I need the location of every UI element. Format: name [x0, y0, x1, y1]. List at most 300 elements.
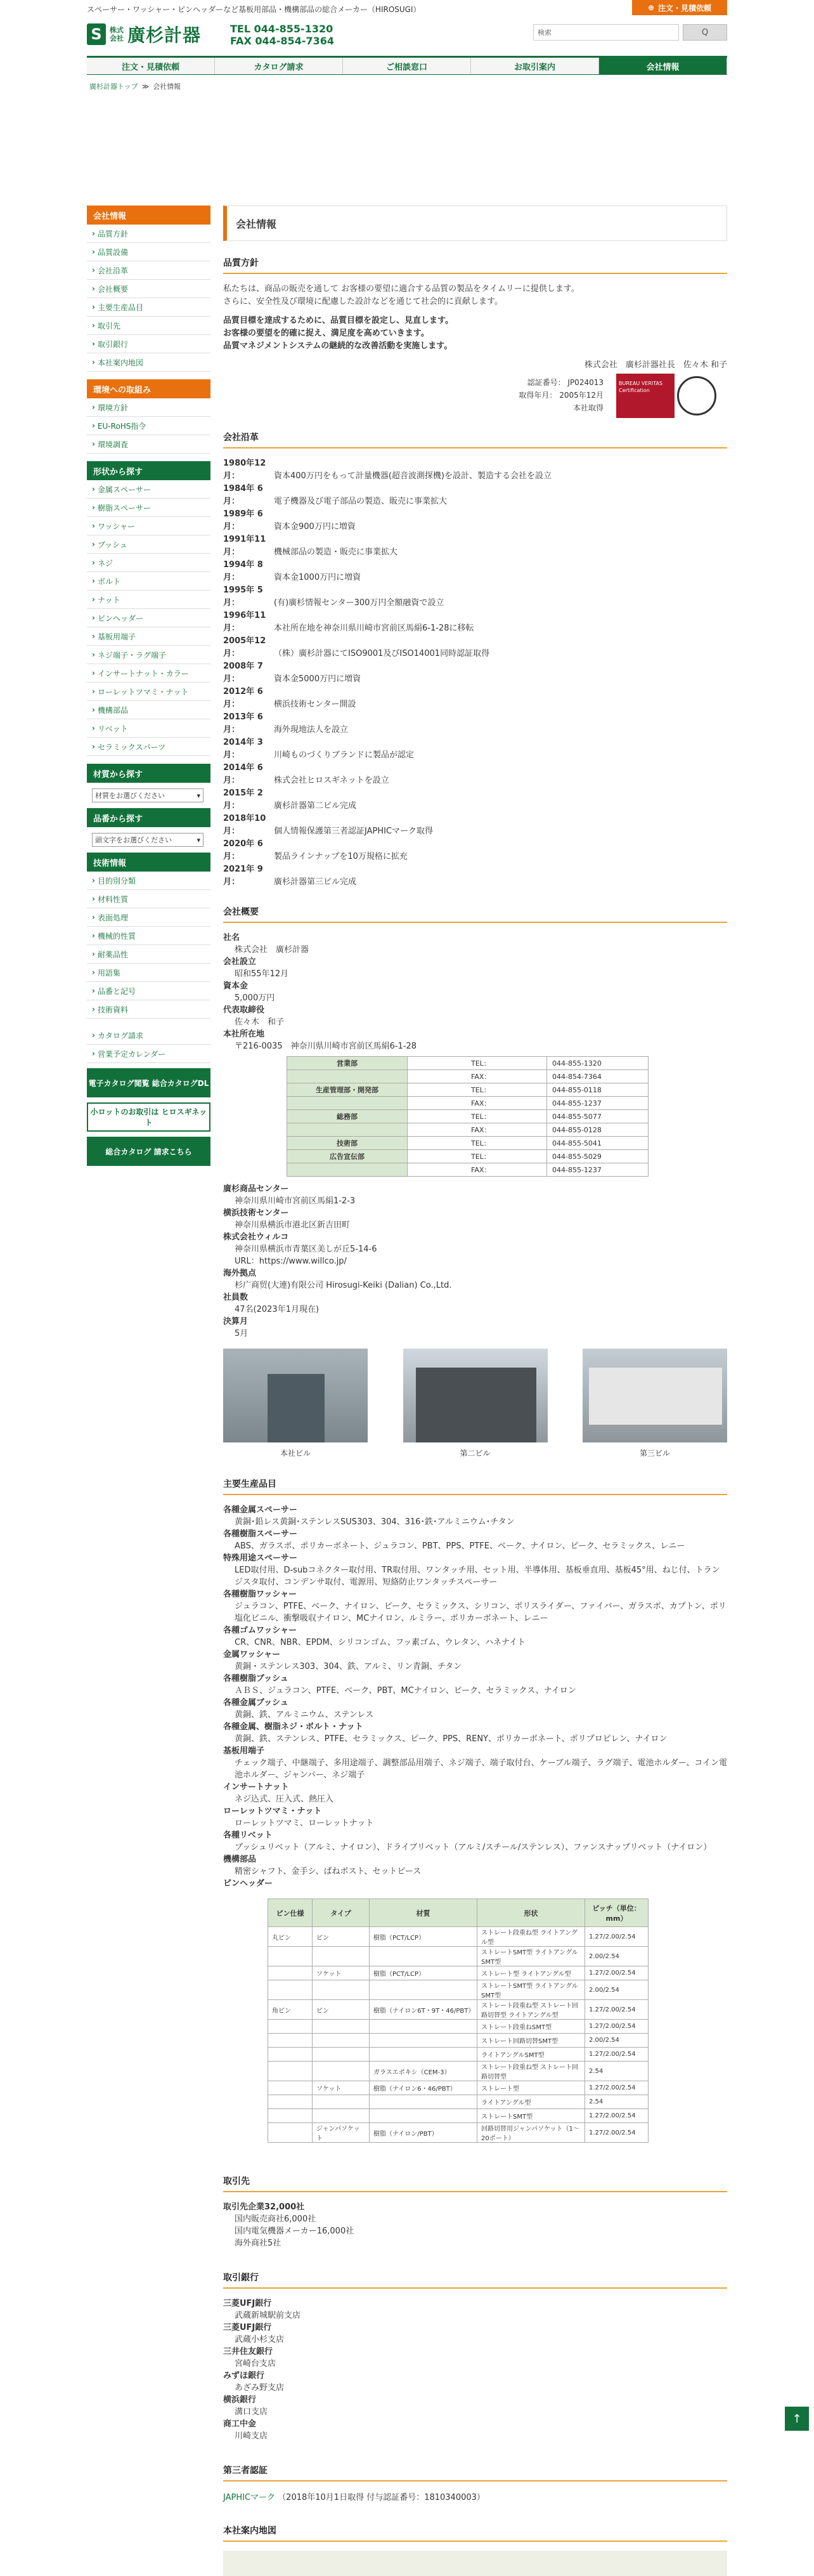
sidebar-item[interactable]: › 品番と記号	[87, 982, 210, 1000]
cert-date: 2005年12月	[559, 391, 604, 400]
history-year: 1989年 6月：	[223, 509, 263, 532]
side-head-number: 品番から探す	[87, 808, 210, 827]
photo-caption-third: 第三ビル	[639, 1449, 670, 1458]
pin-table-cell: ストレートSMT型 ライトアングルSMT型	[477, 1947, 585, 1966]
side-head-shape: 形状から探す	[87, 461, 210, 480]
bv-seal-icon	[677, 376, 716, 415]
dl-value: 武蔵新城駅前支店	[235, 2311, 301, 2320]
header-contact	[230, 23, 334, 47]
sidebar-item[interactable]: › 目的別分類	[87, 872, 210, 890]
pin-table-cell: ピン	[313, 2000, 370, 2020]
sidebar-item[interactable]: › 機械的性質	[87, 927, 210, 945]
cert-date-label: 取得年月：	[519, 391, 557, 400]
sidebar-item[interactable]: › 環境調査	[87, 435, 210, 454]
clients-item: 国内電気機器メーカー16,000社	[235, 2226, 354, 2236]
history-text: 川崎ものづくりブランドに製品が認定	[274, 750, 415, 760]
tel-cell: 044-855-0118	[547, 1083, 649, 1097]
dl-value: 黄銅、鉄、アルミニウム、ステンレス	[235, 1710, 374, 1720]
banks-heading: 取引銀行	[223, 2265, 727, 2289]
sidebar-item[interactable]: › ワッシャー	[87, 517, 210, 535]
tel-cell: 044-855-5077	[547, 1110, 649, 1123]
tel-cell: 044-854-7364	[547, 1070, 649, 1083]
banner-catalog-request[interactable]: 総合カタログ 請求こちら	[87, 1137, 210, 1166]
sidebar-item[interactable]: › 会社沿革	[87, 261, 210, 280]
history-text: 資本金900万円に増資	[274, 522, 356, 532]
history-text: (有)廣杉情報センター300万円全額融資で設立	[274, 598, 444, 608]
history-row	[223, 533, 727, 559]
history-row	[223, 838, 727, 863]
company-logo[interactable]	[87, 22, 201, 47]
pin-table-cell: ストレート回路切替SMT型	[477, 2034, 585, 2048]
pin-table-cell	[313, 2062, 370, 2081]
nav-company[interactable]: 会社情報	[599, 58, 727, 74]
dl-value: ＡＢＳ、ジュラコン、PTFE、ベーク、PBT、MCナイロン、ピーク、セラミックス、ナイロン	[235, 1686, 576, 1696]
dl-term: 機構部品	[223, 1855, 257, 1864]
banner-ecatalog[interactable]: 電子カタログ閲覧 総合カタログDL	[87, 1068, 210, 1097]
history-text: 資本400万円をもって計量機器(超音波測探機)を設計、製造する会社を設立	[274, 471, 552, 481]
sidebar-item[interactable]: › 会社概要	[87, 280, 210, 298]
page-top-button[interactable]: ↑	[785, 2407, 809, 2431]
dl-term: みずほ銀行	[223, 2371, 265, 2381]
header-fax: FAX 044-854-7364	[230, 35, 334, 47]
sidebar-item[interactable]: › 品質設備	[87, 243, 210, 261]
dl-term: 会社設立	[223, 957, 257, 967]
pin-table-cell: ストレート段重ね型 ストレート回路切替型	[477, 2062, 585, 2081]
pin-table-cell: ソケット	[313, 2081, 370, 2095]
history-text: 廣杉計器第三ビル完成	[274, 877, 357, 887]
sidebar-item[interactable]: › 耐薬品性	[87, 945, 210, 964]
pin-table-cell	[370, 1947, 477, 1966]
dl-value: ローレットツマミ、ローレットナット	[235, 1819, 374, 1828]
tagline: スペーサー・ワッシャー・ピンヘッダーなど基板用部品・機構部品の総合メーカー（HIROSUGI）	[87, 5, 421, 14]
sidebar-item[interactable]: › ボルト	[87, 572, 210, 591]
cert-note: 本社取得	[572, 403, 604, 412]
tel-row	[287, 1083, 649, 1097]
pin-table-cell: 1.27/2.00/2.54	[585, 2048, 649, 2062]
clients-heading: 取引先	[223, 2168, 727, 2192]
sidebar-item[interactable]: › 本社案内地図	[87, 353, 210, 372]
pin-table-cell: ストレートSMT型 ライトアングルSMT型	[477, 1980, 585, 2000]
dl-term: 特殊用途スペーサー	[223, 1553, 298, 1563]
pin-table-cell	[370, 2109, 477, 2123]
dl-value: 黄銅、鉄、ステンレス、PTFE、セラミックス、ピーク、PPS、RENY、ポリカーボネート、ポリプロピレン、ナイロン	[235, 1734, 668, 1744]
pin-table-cell: ストレート段重ねSMT型	[477, 2020, 585, 2034]
pin-table-cell: ピン	[313, 1927, 370, 1947]
dl-term: ローレットツマミ・ナット	[223, 1807, 322, 1816]
dl-value: 神奈川県横浜市港北区新吉田町	[235, 1220, 351, 1230]
pin-table-cell	[313, 1980, 370, 2000]
pin-table-cell: ライトアングルSMT型	[477, 2048, 585, 2062]
quality-b3: 品質マネジメントシステムの継続的な改善活動を実施します。	[223, 341, 453, 351]
breadcrumb-current: 会社情報	[153, 82, 181, 91]
side-head-env: 環境への取組み	[87, 379, 210, 398]
tel-cell: FAX：	[408, 1123, 547, 1137]
dl-value: ネジ込式、圧入式、熱圧入	[235, 1795, 334, 1804]
tel-cell: 広告宣伝部	[287, 1150, 408, 1163]
pin-table-cell	[313, 2095, 370, 2109]
nav-consult[interactable]: ご相談窓口	[343, 58, 471, 74]
sidebar-item[interactable]: › ネジ端子・ラグ端子	[87, 646, 210, 664]
sidebar-item[interactable]: › ローレットツマミ・ナット	[87, 683, 210, 701]
history-text: （株）廣杉計器にてISO9001及びISO14001同時認証取得	[274, 649, 490, 658]
pin-table-cell: ストレート型 ライトアングル型	[477, 1966, 585, 1980]
quality-text	[223, 283, 727, 353]
dl-value: 宮崎台支店	[235, 2359, 276, 2369]
cert-no-label: 認証番号：	[527, 378, 565, 387]
tel-row	[287, 1110, 649, 1123]
products-list	[223, 1504, 727, 1878]
bv-text: BUREAU VERITAS Certification	[616, 374, 675, 418]
banner-hirosugi-net[interactable]: 小ロットのお取引は ヒロスギネット	[87, 1102, 210, 1132]
dl-value: 黄銅・ステンレス303、304、鉄、アルミ、リン青銅、チタン	[235, 1662, 462, 1671]
photo-second	[403, 1349, 548, 1458]
tel-cell: 044-855-1320	[547, 1057, 649, 1070]
dl-value: 武蔵小杉支店	[235, 2335, 285, 2344]
dl-term: 本社所在地	[223, 1030, 265, 1039]
history-text: 横浜技術センター開設	[274, 700, 356, 709]
tel-cell: FAX：	[408, 1097, 547, 1110]
history-year: 1984年 6月：	[223, 484, 263, 506]
pin-table-cell: 2.00/2.54	[585, 1980, 649, 2000]
history-year: 1996年11月：	[223, 611, 266, 633]
tel-cell	[287, 1123, 408, 1137]
main-content	[223, 206, 727, 2576]
pin-table-cell	[268, 2020, 313, 2034]
dl-term: 各種金属スペーサー	[223, 1505, 298, 1515]
history-heading: 会社沿革	[223, 424, 727, 448]
tel-cell: 044-855-1237	[547, 1163, 649, 1177]
dl-term: 基板用端子	[223, 1746, 265, 1756]
pin-table-cell: ストレート段重ね型 ライトアングル型	[477, 1927, 585, 1947]
quality-b1: 品質目標を達成するために、品質目標を設定し、見直します。	[223, 316, 453, 325]
dl-value: 昭和55年12月	[235, 969, 289, 979]
sidebar-item[interactable]: › 主要生産品目	[87, 298, 210, 317]
overview-list	[223, 932, 727, 1052]
pin-table-header: ピッチ（単位：mm）	[585, 1899, 649, 1927]
global-nav	[87, 56, 727, 75]
pin-header-title: ピンヘッダー	[223, 1879, 273, 1888]
tel-cell: TEL：	[408, 1057, 547, 1070]
sidebar-item[interactable]: › カタログ請求	[87, 1026, 210, 1045]
tel-cell: 営業部	[287, 1057, 408, 1070]
chevron-down-icon: ▾	[197, 835, 200, 844]
tel-row	[287, 1070, 649, 1083]
pin-table-cell: 2.54	[585, 2095, 649, 2109]
history-row	[223, 660, 727, 686]
dl-term: 廣杉商品センター	[223, 1184, 289, 1194]
site-search	[533, 24, 727, 41]
history-year: 2018年10月：	[223, 814, 266, 836]
pin-table-cell	[313, 1947, 370, 1966]
tel-cell	[287, 1097, 408, 1110]
dl-value: 神奈川県横浜市青葉区美しが丘5-14-6	[235, 1245, 377, 1254]
sidebar-item[interactable]: › 環境方針	[87, 398, 210, 417]
dl-term: 資本金	[223, 981, 249, 991]
history-text: 資本金5000万円に増資	[274, 674, 361, 684]
sidebar-item[interactable]: › 用語集	[87, 964, 210, 982]
header-tel: TEL 044-855-1320	[230, 23, 333, 35]
pin-table-cell: ジャンパソケット	[313, 2123, 370, 2143]
dl-value: 5,000万円	[235, 993, 275, 1003]
dl-value: 5月	[235, 1329, 249, 1338]
sidebar-item[interactable]: › 表面処理	[87, 908, 210, 927]
history-row	[223, 559, 727, 584]
tel-row	[287, 1057, 649, 1070]
history-text: 個人情報保護第三者認証JAPHICマーク取得	[274, 827, 434, 836]
pin-table-cell: 1.27/2.00/2.54	[585, 2000, 649, 2020]
history-row	[223, 736, 727, 762]
third-party-heading: 第三者認証	[223, 2457, 727, 2481]
sidebar-item[interactable]: › インサートナット・カラー	[87, 664, 210, 683]
sidebar-item[interactable]: › ブッシュ	[87, 535, 210, 554]
history-row	[223, 635, 727, 660]
sidebar-item[interactable]: › 基板用端子	[87, 627, 210, 646]
dl-term: 各種金属、樹脂ネジ・ボルト・ナット	[223, 1722, 363, 1732]
history-row	[223, 508, 727, 533]
dl-value: 神奈川県川崎市宮前区馬絹1-2-3	[235, 1196, 356, 1206]
history-row	[223, 686, 727, 711]
photo-main	[223, 1349, 368, 1458]
history-text: 海外現地法人を設立	[274, 725, 349, 735]
pin-table-cell	[268, 2095, 313, 2109]
overview-heading: 会社概要	[223, 899, 727, 923]
history-text: 本社所在地を神奈川県川崎市宮前区馬絹6-1-28に移転	[274, 624, 474, 633]
tel-cell: TEL：	[408, 1110, 547, 1123]
dl-term: 株式会社ウィルコ	[223, 1232, 289, 1242]
dl-term: 金属ワッシャー	[223, 1650, 281, 1659]
order-link-button[interactable]: ⊕ 注文・見積依頼	[632, 0, 727, 15]
pin-table-cell: 1.27/2.00/2.54	[585, 2020, 649, 2034]
dl-term: 各種樹脂ワッシャー	[223, 1590, 297, 1599]
quality-p1: 私たちは、商品の販売を通して お客様の要望に適合する品質の製品をタイムリーに提供します。	[223, 284, 579, 294]
breadcrumb-home[interactable]: 廣杉計器トップ	[89, 82, 138, 91]
dl-value: 47名(2023年1月現在)	[235, 1305, 320, 1314]
history-year: 2020年 6月：	[223, 839, 263, 861]
map-heading: 本社案内地図	[223, 2518, 727, 2542]
pin-table-header: タイプ	[313, 1899, 370, 1927]
pin-table-cell	[268, 1966, 313, 1980]
pin-table-cell: 角ピン	[268, 2000, 313, 2020]
tel-cell	[287, 1163, 408, 1177]
banks-list	[223, 2298, 727, 2442]
breadcrumb-sep: ≫	[141, 82, 150, 91]
tel-cell: 044-855-5029	[547, 1150, 649, 1163]
material-select[interactable]	[92, 788, 204, 802]
pin-table-cell	[313, 2048, 370, 2062]
dl-term: 横浜技術センター	[223, 1208, 289, 1218]
nav-trade[interactable]: お取引案内	[471, 58, 599, 74]
pin-table-cell: 1.27/2.00/2.54	[585, 1966, 649, 1980]
number-select[interactable]	[92, 833, 204, 847]
breadcrumb	[87, 75, 727, 98]
history-year: 2005年12月：	[223, 636, 266, 658]
history-row	[223, 863, 727, 889]
pin-table-cell: 丸ピン	[268, 1927, 313, 1947]
history-row	[223, 584, 727, 610]
sidebar-item[interactable]: › リベット	[87, 719, 210, 738]
pin-table-cell: ストレート段重ね型 ストレート回路切替型 ライトアングル型	[477, 2000, 585, 2020]
pin-table-cell: 樹脂（PCT/LCP）	[370, 1966, 477, 1980]
sidebar	[87, 206, 210, 1166]
pin-table-cell	[370, 2095, 477, 2109]
dl-value: あざみ野支店	[235, 2383, 285, 2393]
pin-table-header: 材質	[370, 1899, 477, 1927]
sidebar-item[interactable]: › セラミックスパーツ	[87, 738, 210, 756]
pin-table-cell: 1.27/2.00/2.54	[585, 2123, 649, 2143]
products-heading: 主要生産品目	[223, 1471, 727, 1495]
pin-header-table	[268, 1899, 649, 2143]
pin-table-cell: 樹脂（PCT/LCP）	[370, 1927, 477, 1947]
tel-cell: TEL：	[408, 1137, 547, 1150]
dl-term: 各種金属ブッシュ	[223, 1698, 288, 1708]
globe-icon: ⊕	[647, 3, 655, 12]
side-head-company: 会社情報	[87, 206, 210, 225]
sidebar-item[interactable]: › 品質方針	[87, 225, 210, 243]
side-head-material: 材質から探す	[87, 764, 210, 783]
tel-cell: 044-855-1237	[547, 1097, 649, 1110]
pin-table-cell: 2.54	[585, 2062, 649, 2081]
quality-b2: お客様の要望を的確に捉え、満足度を高めていきます。	[223, 329, 429, 338]
clients-total: 取引先企業32,000社	[223, 2202, 305, 2212]
pin-table-cell	[268, 1947, 313, 1966]
history-year: 2014年 6月：	[223, 763, 263, 785]
material-select-value: 材質をお選びください	[95, 792, 165, 800]
photo-caption-second: 第二ビル	[460, 1449, 491, 1458]
history-text: 株式会社ヒロスギネットを設立	[274, 776, 389, 785]
logo-kk-1: 株式	[110, 26, 124, 34]
sidebar-item[interactable]: › ナット	[87, 591, 210, 609]
sidebar-item[interactable]: › 取引先	[87, 317, 210, 335]
history-year: 2013年 6月：	[223, 712, 263, 735]
pin-table-cell	[268, 2048, 313, 2062]
history-text: 機械部品の製造・販売に事業拡大	[274, 547, 398, 557]
history-row	[223, 762, 727, 787]
pin-table-header: 形状	[477, 1899, 585, 1927]
side-head-tech: 技術情報	[87, 853, 210, 872]
history-text: 廣杉計器第二ビル完成	[274, 801, 357, 811]
pin-table-cell: 1.27/2.00/2.54	[585, 1927, 649, 1947]
dl-term: 三井住友銀行	[223, 2347, 273, 2357]
tel-cell	[287, 1070, 408, 1083]
dl-term: 海外拠点	[223, 1269, 257, 1278]
history-text: 製品ラインナップを10万規格に拡充	[274, 852, 408, 861]
dl-term: 社名	[223, 933, 240, 943]
nav-catalog[interactable]: カタログ請求	[215, 58, 343, 74]
header	[87, 0, 727, 56]
history-row	[223, 711, 727, 736]
history-year: 1991年11月：	[223, 535, 266, 557]
pin-table-cell	[268, 2034, 313, 2048]
dl-value: 佐々木 和子	[235, 1017, 285, 1027]
search-input[interactable]: 検索	[533, 24, 679, 41]
tel-row	[287, 1123, 649, 1137]
sidebar-item[interactable]: › 金属スペーサー	[87, 480, 210, 499]
history-year: 2008年 7月：	[223, 662, 263, 684]
dl-term: 横浜銀行	[223, 2395, 257, 2405]
quality-sign: 株式会社 廣杉計器社長 佐々木 和子	[584, 360, 727, 370]
dl-term: 各種リベット	[223, 1831, 273, 1840]
sidebar-item[interactable]: › ネジ	[87, 554, 210, 572]
dl-value: 杉广商贸(大連)有限公司 Hirosugi-Keiki (Dalian) Co.,Ltd.	[235, 1281, 452, 1290]
number-select-value: 頭文字をお選びください	[95, 836, 172, 844]
search-button[interactable]	[683, 24, 727, 41]
tel-cell: TEL：	[408, 1150, 547, 1163]
dl-value: CR、CNR、NBR、EPDM、シリコンゴム、フッ素ゴム、ウレタン、ハネナイト	[235, 1638, 526, 1647]
nav-order[interactable]: 注文・見積依頼	[87, 58, 215, 74]
pin-table-cell: 樹脂（ナイロン6T・9T・46/PBT）	[370, 2000, 477, 2020]
pin-table-cell: ストレート型	[477, 2081, 585, 2095]
pin-table-cell	[313, 2109, 370, 2123]
history-row	[223, 610, 727, 635]
history-year: 2012年 6月：	[223, 687, 263, 709]
pin-table-cell	[370, 1980, 477, 2000]
sidebar-item[interactable]: › 材料性質	[87, 890, 210, 908]
history-text: 資本金1000万円に増資	[274, 573, 361, 582]
dl-term: 三菱UFJ銀行	[223, 2323, 272, 2332]
sidebar-item[interactable]: › 技術資料	[87, 1000, 210, 1019]
dl-term: 三菱UFJ銀行	[223, 2299, 272, 2308]
sidebar-item[interactable]: › 取引銀行	[87, 335, 210, 353]
pin-table-cell: ライトアングル型	[477, 2095, 585, 2109]
sidebar-item[interactable]: › 樹脂スペーサー	[87, 499, 210, 517]
pin-table-cell: 1.27/2.00/2.54	[585, 2109, 649, 2123]
dl-value: ABS、ガラスポ、ポリカーボネート、ジュラコン、PBT、PPS、PTFE、ベーク、ナイロン、ピーク、セラミックス、レニー	[235, 1541, 685, 1551]
pin-table-cell: 樹脂（ナイロン/PBT）	[370, 2123, 477, 2143]
map-area[interactable]	[223, 2551, 727, 2576]
dl-term: 社員数	[223, 1293, 249, 1302]
overview-list-2	[223, 1183, 727, 1340]
pin-table-header: ピン仕様	[268, 1899, 313, 1927]
pin-table-cell: 2.00/2.54	[585, 1947, 649, 1966]
history-row	[223, 787, 727, 813]
dl-term: 各種ゴムワッシャー	[223, 1626, 297, 1635]
history-year: 1994年 8月：	[223, 560, 263, 582]
dl-term: 代表取締役	[223, 1005, 265, 1015]
dl-value: 黄銅･鉛レス黄銅･ステンレスSUS303、304、316･鉄･アルミニウム･チタン	[235, 1517, 515, 1527]
pin-table-cell	[370, 2048, 477, 2062]
pin-table-cell: ガラスエポキシ（CEM-3）	[370, 2062, 477, 2081]
sidebar-item[interactable]: › ピンヘッダー	[87, 609, 210, 627]
pin-table-cell	[268, 2123, 313, 2143]
dl-value: LED取付用、D-subコネクター取付用、TR取付用、ワンタッチ用、セット用、半導体用、基板垂直用、基板45°用、ねじ付、トランジスタ取付、コンデンサ取付、電源用、短絡防止ワンタッチスペーサー	[235, 1566, 720, 1587]
chevron-down-icon: ▾	[197, 791, 200, 800]
history-year: 2021年 9月：	[223, 865, 263, 887]
tel-cell: 044-855-5041	[547, 1137, 649, 1150]
tel-cell: FAX：	[408, 1163, 547, 1177]
dl-value: 精密シャフト、金手シ、ばねポスト、セットピース	[235, 1867, 422, 1876]
logo-mark: S	[87, 23, 106, 45]
sidebar-item[interactable]: › EU-RoHS指令	[87, 417, 210, 435]
page-title: 会社情報	[223, 206, 727, 241]
tel-cell: 044-855-0128	[547, 1123, 649, 1137]
dl-value: 川崎支店	[235, 2431, 268, 2441]
tel-row	[287, 1097, 649, 1110]
pin-table-cell: 2.00/2.54	[585, 2034, 649, 2048]
history-row	[223, 813, 727, 838]
history-row	[223, 457, 727, 483]
japhic-detail: （2018年10月1日取得 付与認証番号：1810340003）	[278, 2493, 485, 2502]
sidebar-item[interactable]: › 機構部品	[87, 701, 210, 719]
japhic-link[interactable]: JAPHICマーク	[223, 2493, 276, 2502]
photo-caption-main: 本社ビル	[280, 1449, 311, 1458]
pin-table-cell	[313, 2034, 370, 2048]
dl-value: チェック端子、中継端子、多用途端子、調整部品用端子、ネジ端子、端子取付台、ケーブル端子、ラグ端子、電池ホルダー、コイン電池ホルダー、ジャンパー、ネジ端子	[235, 1758, 728, 1780]
dl-term: 各種樹脂スペーサー	[223, 1529, 298, 1539]
pin-table-cell: 1.27/2.00/2.54	[585, 2081, 649, 2095]
bureau-veritas-badge	[616, 374, 718, 418]
sidebar-item[interactable]: › 営業予定カレンダー	[87, 1045, 210, 1063]
quality-p2: さらに、安全性及び環境に配慮した設計などを通じて社会的に貢献します。	[223, 297, 503, 306]
